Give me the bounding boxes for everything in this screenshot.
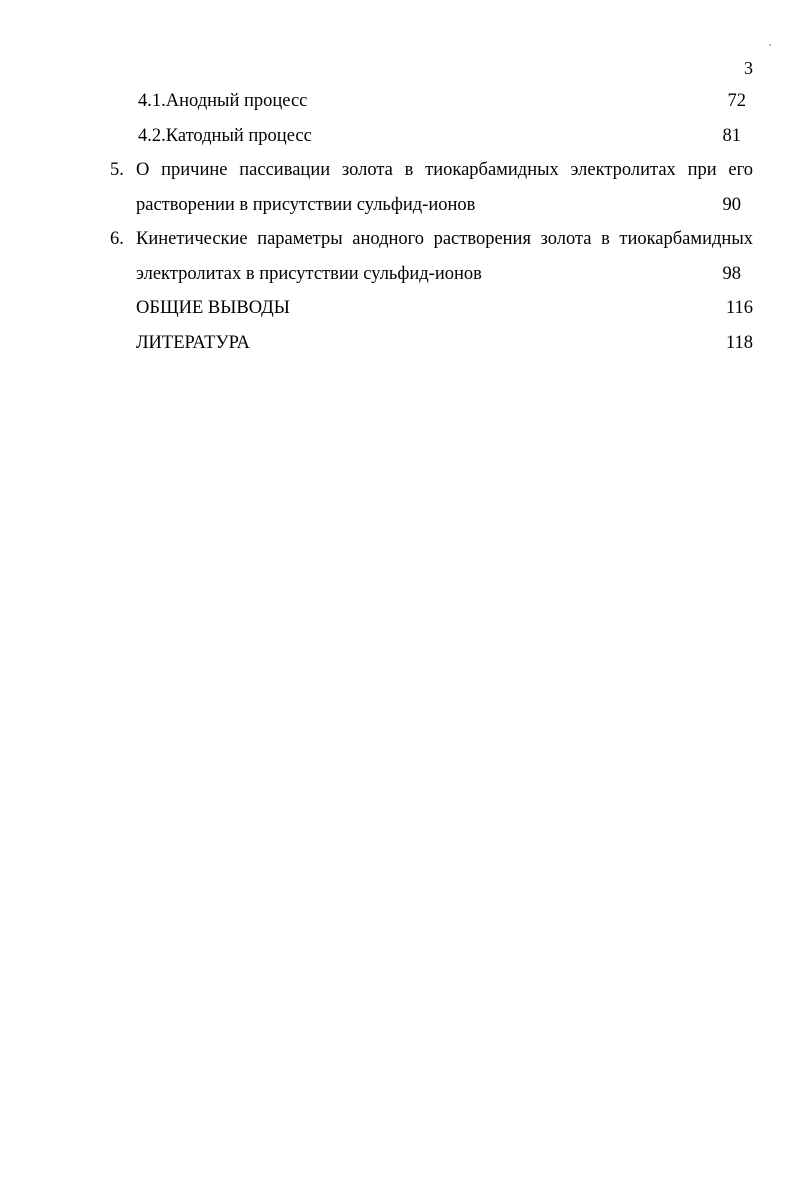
toc-entry-title-line: электролитах в присутствии сульфид-ионов — [136, 263, 482, 284]
toc-entry-page: 90 — [722, 194, 741, 215]
toc-entry-title-line: О причине пассивации золота в тиокарбамидных электролитах при его — [136, 160, 753, 180]
toc-entry-title: 4.2.Катодный процесс — [138, 125, 312, 146]
toc-entry-conclusions — [0, 291, 793, 326]
toc-entry-number: 6. — [110, 229, 124, 249]
toc-entry-4-2 — [0, 119, 793, 154]
toc-entry-title-line: растворении в присутствии сульфид-ионов — [136, 194, 476, 215]
toc-entry-title-line: Кинетические параметры анодного растворения золота в тиокарбамидных — [136, 229, 753, 249]
toc-entry-6-line-2 — [0, 257, 793, 292]
toc-entry-5-line-1 — [0, 153, 793, 188]
toc-entry-title: ОБЩИЕ ВЫВОДЫ — [136, 298, 290, 318]
toc-entry-title: 4.1.Анодный процесс — [138, 91, 308, 111]
toc-entry-5-line-2 — [0, 188, 793, 223]
table-of-contents — [0, 84, 793, 360]
toc-entry-page: 81 — [722, 125, 741, 146]
toc-entry-page: 72 — [727, 91, 746, 111]
page-number: 3 — [744, 58, 753, 78]
toc-entry-4-1 — [0, 84, 793, 119]
toc-entry-page: 118 — [725, 332, 753, 353]
toc-entry-page: 116 — [725, 298, 753, 318]
scan-speck — [769, 44, 771, 46]
toc-entry-title: ЛИТЕРАТУРА — [136, 332, 250, 353]
toc-entry-number: 5. — [110, 160, 124, 180]
toc-entry-6-line-1 — [0, 222, 793, 257]
toc-entry-page: 98 — [722, 263, 741, 284]
toc-entry-references — [0, 326, 793, 361]
